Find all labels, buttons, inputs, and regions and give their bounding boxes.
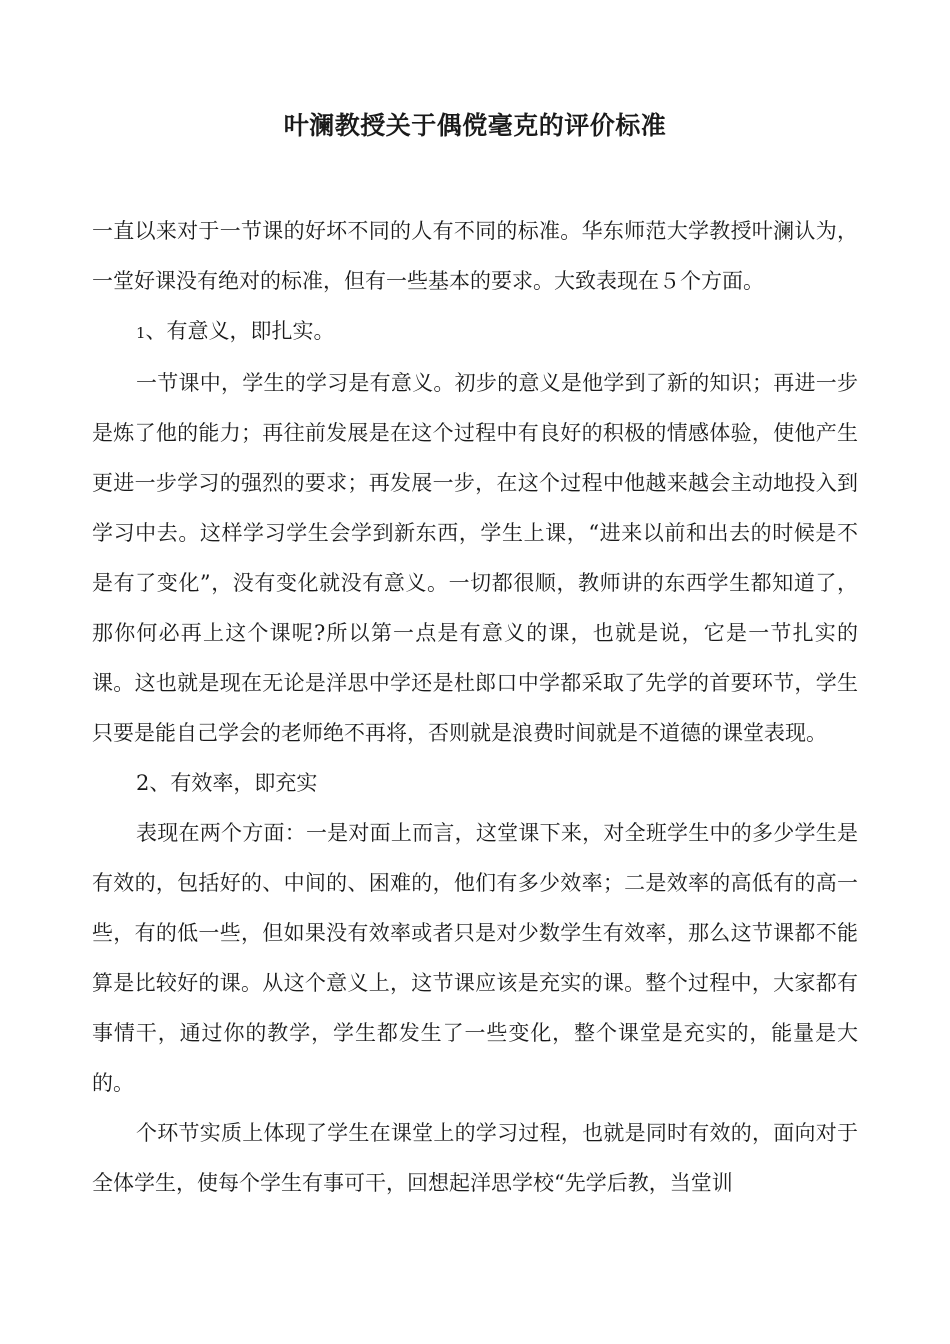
section-1-heading <box>92 306 858 358</box>
document-body <box>92 206 858 1208</box>
section-2-paragraph: 表现在两个方面：一是对面上而言，这堂课下来，对全班学生中的多少学生是有效的，包括好的、中间的、困难的，他们有多少效率；二是效率的高低有的高一些，有的低一些，但如果没有效率或者只是对少数学生有效率，那么这节课都不能算是比较好的课。从这个意义上，这节课应该是充实的课。整个过程中，大家都有事情干，通过你的教学，学生都发生了一些变化，整个课堂是充实的，能量是大的。 <box>92 821 858 1095</box>
closing-paragraph: 个环节实质上体现了学生在课堂上的学习过程，也就是同时有效的，面向对于全体学生，使每个学生有事可干，回想起洋思学校“先学后教，当堂训 <box>92 1121 858 1195</box>
section-1-paragraph: 一节课中，学生的学习是有意义。初步的意义是他学到了新的知识；再进一步是炼了他的能力；再往前发展是在这个过程中有良好的积极的情感体验，使他产生更进一步学习的强烈的要求；再发展一步，在这个过程中他越来越会主动地投入到学习中去。这样学习学生会学到新东西，学生上课，“进来以前和出去的时候是不是有了变化”，没有变化就没有意义。一切都很顺，教师讲的东西学生都知道了，那你何必再上这个课呢?所以第一点是有意义的课，也就是说，它是一节扎实的课。这也就是现在无论是洋思中学还是杜郎口中学都采取了先学的首要环节，学生只要是能自己学会的老师绝不再将，否则就是浪费时间就是不道德的课堂表现。 <box>92 371 858 745</box>
section-1-number: 1 <box>136 324 146 342</box>
document-title: 叶澜教授关于偶傥毫克的评价标准 <box>283 111 667 140</box>
section-2-heading: 2、有效率，即充实 <box>136 771 318 795</box>
section-1-heading-text: 、有意义，即扎实。 <box>145 319 335 343</box>
intro-paragraph: 一直以来对于一节课的好坏不同的人有不同的标准。华东师范大学教授叶澜认为，一堂好课没有绝对的标准，但有一些基本的要求。大致表现在５个方面。 <box>92 219 858 293</box>
